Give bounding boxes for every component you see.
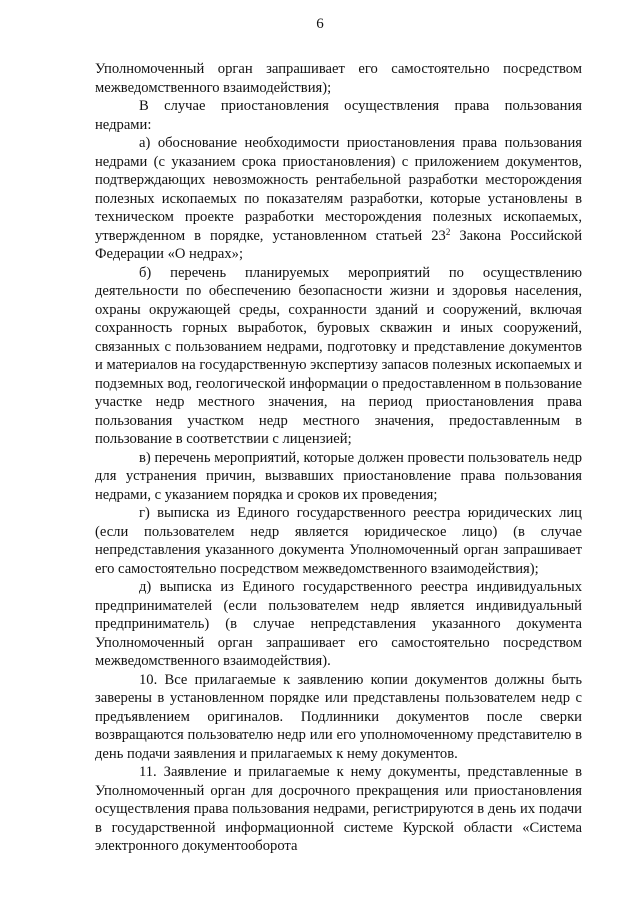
- paragraph-b: б) перечень планируемых мероприятий по осуществлению деятельности по обеспечению безопасности жизни и здоровья населения, охраны окружающей среды, сохранности зданий и сооружений, включая сохранность горных выработок, буровых скважин и иных сооружений, связанных с пользованием недрами, подготовку и представление документов и материалов на государственную экспертизу запасов полезных ископаемых и подземных вод, геологической информации о предоставленном в пользование участке недр местного значения, на период приостановления права пользования участком недр местного значения, предоставленным в пользование в соответствии с лицензией;: [95, 264, 582, 447]
- paragraph-d: д) выписка из Единого государственного реестра индивидуальных предпринимателей (если пользователем недр является индивидуальный предприниматель) (в случае непредставления указанного документа Уполномоченный орган запрашивает его самостоятельно посредством межведомственного взаимодействия).: [95, 579, 582, 669]
- paragraph-v: в) перечень мероприятий, которые должен провести пользователь недр для устранения причин, вызвавших приостановление права пользования недрами, с указанием порядка и сроков их проведения;: [95, 449, 582, 503]
- document-body: [95, 60, 582, 856]
- paragraph-g: г) выписка из Единого государственного реестра юридических лиц (если пользователем недр является юридическое лицо) (в случае непредставления указанного документа Уполномоченный орган запрашивает его самостоятельно посредством межведомственного взаимодействия);: [95, 505, 582, 577]
- paragraph-10: 10. Все прилагаемые к заявлению копии документов должны быть заверены в установленном порядке или представлены пользователем недр с предъявлением оригиналов. Подлинники документов после сверки возвращаются пользователю недр или его уполномоченному представителю в день подачи заявления и прилагаемых к нему документов.: [95, 671, 582, 762]
- paragraph-11: 11. Заявление и прилагаемые к нему документы, представленные в Уполномоченный орган для досрочного прекращения или приостановления осуществления права пользования недрами, регистрируются в день их подачи в государственной информационной системе Курской области «Система электронного документооборота: [95, 764, 582, 854]
- paragraph: Уполномоченный орган запрашивает его самостоятельно посредством межведомственного взаимодействия);: [95, 61, 582, 96]
- paragraph-a-tail: Закона Российской Федерации «О недрах»;: [95, 227, 582, 262]
- page-number: 6: [316, 16, 324, 32]
- paragraph: В случае приостановления осуществления права пользования недрами:: [95, 98, 582, 133]
- paragraph-a-text: а) обоснование необходимости приостановления права пользования недрами (с указанием срока приостановления) с приложением документов, подтверждающих невозможность рентабельной разработки месторождения полезных ископаемых по показателям разработки, которые установлены в техническом проекте разработки месторождения полезных ископаемых, утвержденном в порядке, установленном статьей 23: [95, 135, 582, 244]
- article-superscript: 2: [445, 226, 451, 237]
- paragraph-a: [95, 134, 582, 264]
